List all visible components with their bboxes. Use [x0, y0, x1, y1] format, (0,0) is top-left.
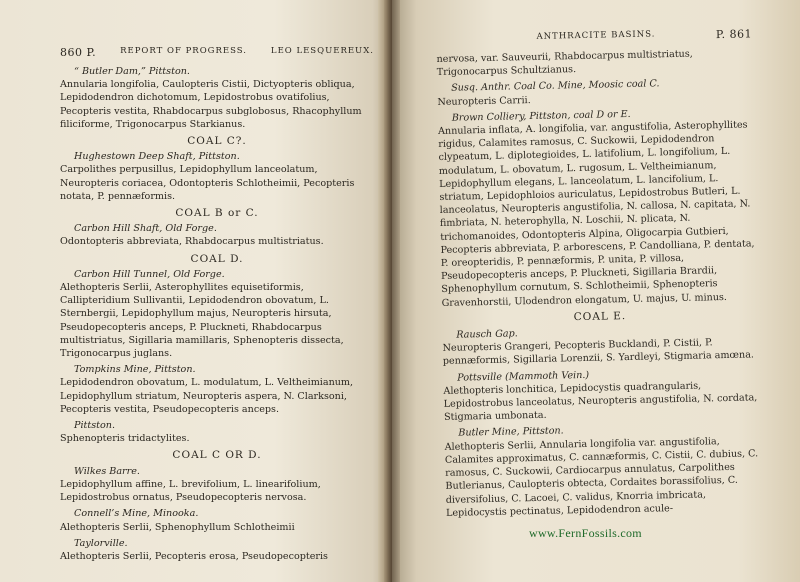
species-list: Carpolithes perpusillus, Lepidophyllum lanceolatum, Neuropteris coriacea, Odontopteris Schlotheimii, Pecopteris notata, P. pennæformis.	[60, 164, 355, 202]
locality-heading: Rausch Gap.	[456, 328, 518, 341]
species-list: Annularia inflata, A. longifolia, var. angustifolia, Asterophyllites rigidus, Calamites ramosus, C. Suckowii, Lepidodendron clypeatum, L. diplotegioides, L. latifolium, L. longifolium, L. modulatum, L. obovatum, L. rugosum, L. Veltheimianum, Lepidophyllum elegans, L. lanceolatum, L. lancifolium, L. striatum, Lepidophloios auriculatus, Lepidostrobus Butleri, L. lanceolatus, Neuropteris angustifolia, N. callosa, N. capitata, N. fimbriata, N. heterophylla, N. Loschii, N. plicata, N. trichomanoides, Odontopteris Alpina, Oligocarpia Gutbieri, Pecopteris abbreviata, P. arborescens, P. Candolliana, P. dentata, P. oreopteridis, P. pennæformis, P. unita, P. villosa, Pseudopecopteris anceps, P. Pluckneti, Sigillaria Brardii, Sphenophyllum cornutum, S. Schlotheimii, Sphenopteris Gravenhorstii, Ulodendron elongatum, U. majus, U. minus.	[437, 119, 755, 309]
right-running-title: ANTHRACITE BASINS.	[536, 29, 656, 42]
left-running-title: REPORT OF PROGRESS.	[120, 46, 247, 56]
section-heading: COAL C OR D.	[172, 449, 262, 462]
left-page-number: 860 P.	[60, 46, 97, 59]
locality-heading: Carbon Hill Shaft, Old Forge.	[74, 223, 217, 235]
right-page-header	[436, 27, 752, 47]
locality-heading: “ Butler Dam,” Pittston.	[74, 66, 190, 77]
section-heading: COAL E.	[573, 309, 627, 324]
locality-heading: Pittston.	[74, 420, 116, 432]
species-list: Sphenopteris tridactylites.	[60, 433, 190, 445]
species-list: Alethopteris Serlii, Asterophyllites equisetiformis, Callipteridium Sullivantii, Lepidodendron obovatum, L. Sternbergii, Lepidophyllum majus, Neuropteris hirsuta, Pseudopecopteris anceps, P. Pluckneti, Rhabdocarpus multistriatus, Sigillaria mamillaris, Sphenopteris dissecta, Trigonocarpus juglans.	[60, 282, 344, 360]
right-page	[392, 0, 800, 582]
left-author: LEO LESQUEREUX.	[270, 46, 374, 56]
locality-heading: Wilkes Barre.	[74, 465, 140, 477]
species-list: Odontopteris abbreviata, Rhabdocarpus multistriatus.	[60, 236, 324, 248]
left-page	[0, 0, 392, 582]
right-page-content	[436, 27, 762, 519]
species-list: Lepidodendron obovatum, L. modulatum, L. Veltheimianum, Lepidophyllum striatum, Neuropteris aspera, N. Clarksoni, Pecopteris vestita, Pseudopecopteris anceps.	[60, 377, 354, 415]
section-heading: COAL B or C.	[175, 207, 259, 220]
species-list: Lepidophyllum affine, L. brevifolium, L. linearifolium, Lepidostrobus ornatus, Pseudopecopteris nervosa.	[60, 478, 321, 504]
book-gutter	[384, 0, 400, 582]
watermark: www.FernFossils.com	[529, 526, 642, 540]
section-heading: COAL C?.	[187, 135, 247, 148]
species-list: Annularia longifolia, Caulopteris Cistii, Dictyopteris obliqua, Lepidodendron dichotomum, Lepidostrobus ovatifolius, Pecopteris vestita, Rhabdocarpus subglobosus, Rhacophyllum filiciforme, Trigonocarpus Starkianus.	[60, 79, 362, 130]
species-list: Neuropteris Grangeri, Pecopteris Bucklandi, P. Cistii, P. pennæformis, Sigillaria Lorenzii, S. Yardleyi, Stigmaria amœna.	[442, 337, 755, 368]
species-list: Neuropteris Carrii.	[437, 94, 531, 108]
locality-heading: Taylorville.	[74, 537, 128, 549]
right-page-number: P. 861	[715, 27, 753, 42]
locality-heading: Susq. Anthr. Coal Co. Mine, Moosic coal C.	[451, 78, 660, 95]
locality-heading: Butler Mine, Pittston.	[458, 425, 564, 440]
locality-heading: Brown Colliery, Pittston, coal D or E.	[451, 108, 631, 124]
species-list: Alethopteris Serlii, Annularia longifolia var. angustifolia, Calamites approximatus, C. cannæformis, C. Cistii, C. dubius, C. ramosus, C. Suckowii, Cardiocarpus annulatus, Carpolithes Butlerianus, Caulopteris obtecta, Cordaites borassifolius, C. diversifolius, C. Lacoei, C. validus, Knorria imbricata, Lepidocystis pectinatus, Lepidodendron acule-	[444, 435, 759, 519]
locality-heading: Tompkins Mine, Pittston.	[74, 364, 196, 376]
locality-heading: Hughestown Deep Shaft, Pittston.	[74, 151, 240, 163]
left-page-text	[60, 65, 374, 563]
locality-heading: Pottsville (Mammoth Vein.)	[457, 369, 590, 384]
locality-heading: Carbon Hill Tunnel, Old Forge.	[74, 268, 225, 280]
section-heading: COAL D.	[190, 252, 244, 265]
locality-heading: Connell’s Mine, Minooka.	[74, 508, 199, 520]
species-list: Alethopteris lonchitica, Lepidocystis quadrangularis, Lepidostrobus lanceolatus, Neuropteris angustifolia, N. cordata, Stigmaria umbonata.	[443, 380, 758, 424]
species-list: nervosa, var. Sauveurii, Rhabdocarpus multistriatus, Trigonocarpus Schultzianus.	[436, 48, 693, 79]
left-page-header	[60, 46, 374, 59]
species-list: Alethopteris Serlii, Pecopteris erosa, Pseudopecopteris	[60, 550, 328, 562]
right-page-text	[436, 46, 762, 519]
species-list: Alethopteris Serlii, Sphenophyllum Schlotheimii	[60, 521, 295, 533]
